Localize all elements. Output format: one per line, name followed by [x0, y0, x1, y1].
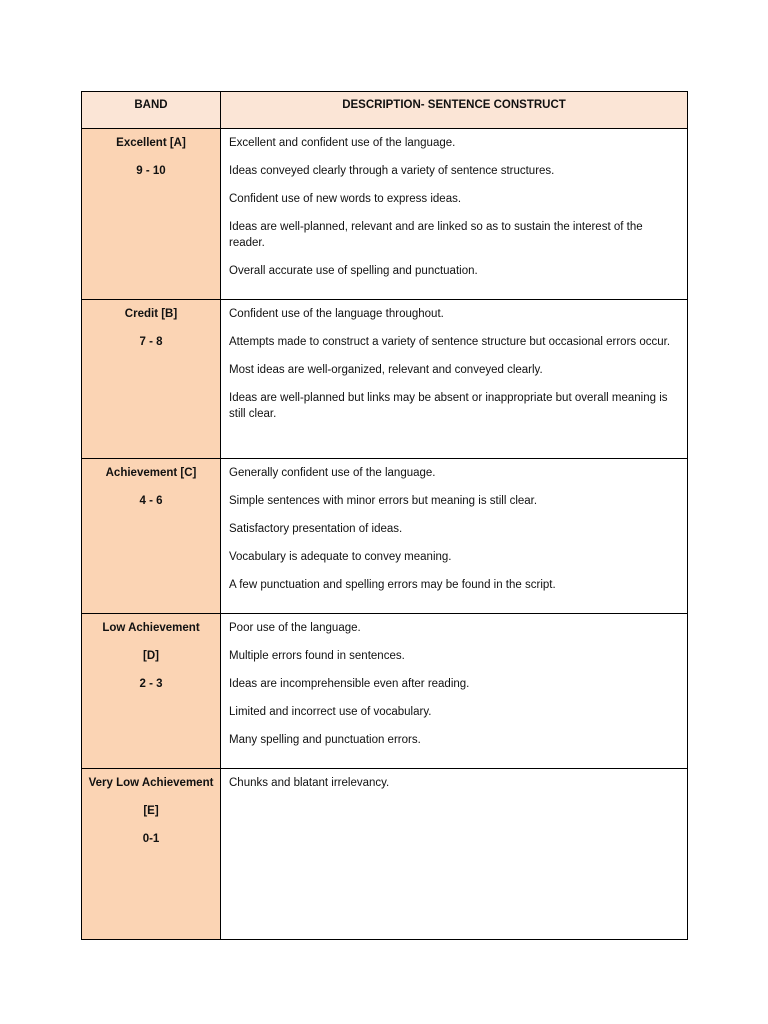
band-grade: [E] — [143, 805, 159, 817]
descriptor: Ideas are well-planned but links may be absent or inappropriate but overall meaning is still clear. — [229, 392, 668, 420]
band-name: Excellent [A] — [116, 137, 186, 149]
table-row — [82, 459, 688, 614]
band-header: BAND — [82, 92, 221, 129]
descriptor: Vocabulary is adequate to convey meaning. — [229, 551, 452, 563]
table-row — [82, 614, 688, 769]
header-row — [82, 92, 688, 129]
description-cell — [221, 129, 688, 300]
descriptor: Ideas conveyed clearly through a variety of sentence structures. — [229, 165, 555, 177]
description-cell — [221, 769, 688, 940]
band-cell — [82, 300, 221, 459]
descriptor: Limited and incorrect use of vocabulary. — [229, 706, 432, 718]
descriptor: Satisfactory presentation of ideas. — [229, 523, 403, 535]
descriptor: Multiple errors found in sentences. — [229, 650, 405, 662]
descriptor: A few punctuation and spelling errors may be found in the script. — [229, 579, 556, 591]
band-name: Low Achievement — [102, 622, 200, 634]
descriptor: Ideas are incomprehensible even after reading. — [229, 678, 470, 690]
descriptor: Confident use of the language throughout. — [229, 308, 444, 320]
band-cell — [82, 769, 221, 940]
band-cell — [82, 129, 221, 300]
table-row — [82, 300, 688, 459]
band-score: 9 - 10 — [136, 165, 166, 177]
description-header: DESCRIPTION- SENTENCE CONSTRUCT — [221, 92, 688, 129]
rubric-table — [81, 91, 688, 940]
descriptor: Simple sentences with minor errors but meaning is still clear. — [229, 495, 538, 507]
descriptor: Generally confident use of the language. — [229, 467, 436, 479]
band-name: Credit [B] — [124, 308, 178, 320]
descriptor: Chunks and blatant irrelevancy. — [229, 777, 390, 789]
band-score: 4 - 6 — [139, 495, 163, 507]
band-score: 0-1 — [142, 833, 160, 845]
band-name: Achievement [C] — [105, 467, 197, 479]
descriptor: Many spelling and punctuation errors. — [229, 734, 421, 746]
descriptor: Attempts made to construct a variety of sentence structure but occasional errors occur. — [229, 336, 671, 348]
descriptor: Ideas are well-planned, relevant and are linked so as to sustain the interest of the reader. — [229, 221, 643, 249]
description-cell — [221, 459, 688, 614]
band-name: Very Low Achievement — [88, 777, 214, 789]
description-cell — [221, 614, 688, 769]
band-cell — [82, 614, 221, 769]
descriptor: Confident use of new words to express ideas. — [229, 193, 462, 205]
descriptor: Poor use of the language. — [229, 622, 361, 634]
descriptor: Most ideas are well-organized, relevant and conveyed clearly. — [229, 364, 543, 376]
table-row — [82, 769, 688, 940]
band-grade: [D] — [143, 650, 159, 662]
table-row — [82, 129, 688, 300]
band-cell — [82, 459, 221, 614]
descriptor: Excellent and confident use of the language. — [229, 137, 456, 149]
description-cell — [221, 300, 688, 459]
descriptor: Overall accurate use of spelling and punctuation. — [229, 265, 478, 277]
band-score: 2 - 3 — [139, 678, 163, 690]
band-score: 7 - 8 — [139, 336, 163, 348]
